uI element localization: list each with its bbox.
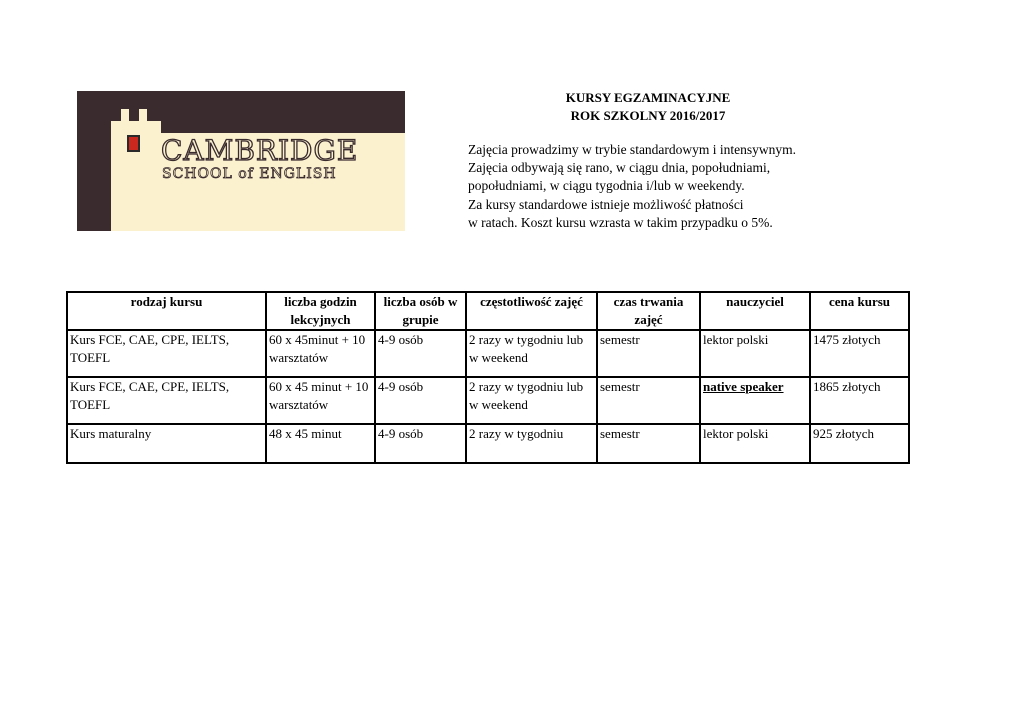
header-frequency: częstotliwość zajęć bbox=[466, 292, 597, 330]
logo-window bbox=[127, 135, 140, 152]
header-course-type: rodzaj kursu bbox=[67, 292, 266, 330]
cell-lesson-hours: 60 x 45 minut + 10 warsztatów bbox=[266, 377, 375, 424]
cell-frequency: 2 razy w tygodniu lub w weekend bbox=[466, 330, 597, 377]
cell-lesson-hours: 48 x 45 minut bbox=[266, 424, 375, 463]
intro-line: popołudniami, w ciągu tygodnia i/lub w weekendy. bbox=[468, 178, 745, 194]
intro-line: w ratach. Koszt kursu wzrasta w takim przypadku o 5%. bbox=[468, 214, 773, 230]
intro-line: Zajęcia odbywają się rano, w ciągu dnia, popołudniami, bbox=[468, 160, 771, 176]
cell-group-size: 4-9 osób bbox=[375, 424, 466, 463]
cell-frequency: 2 razy w tygodniu lub w weekend bbox=[466, 377, 597, 424]
table-row bbox=[67, 330, 909, 377]
cell-teacher bbox=[700, 377, 810, 424]
header-teacher: nauczyciel bbox=[700, 292, 810, 330]
course-table bbox=[66, 291, 910, 464]
cell-frequency: 2 razy w tygodniu bbox=[466, 424, 597, 463]
header-price: cena kursu bbox=[810, 292, 909, 330]
table-header-row bbox=[67, 292, 909, 330]
cell-duration: semestr bbox=[597, 377, 700, 424]
cell-teacher: lektor polski bbox=[700, 330, 810, 377]
cell-course-type: Kurs maturalny bbox=[67, 424, 266, 463]
cell-course-type: Kurs FCE, CAE, CPE, IELTS, TOEFL bbox=[67, 377, 266, 424]
logo-brand-line1: CAMBRIDGE bbox=[161, 134, 359, 167]
intro-line: Zajęcia prowadzimy w trybie standardowym i intensywnym. bbox=[468, 142, 797, 157]
intro-line: Za kursy standardowe istnieje możliwość płatności bbox=[468, 196, 744, 212]
cell-price: 1475 złotych bbox=[810, 330, 909, 377]
logo-brand-line2: SCHOOL of ENGLISH bbox=[162, 166, 337, 182]
header-group-size: liczba osób w grupie bbox=[375, 292, 466, 330]
cell-lesson-hours: 60 x 45minut + 10 warsztatów bbox=[266, 330, 375, 377]
header-duration: czas trwania zajęć bbox=[597, 292, 700, 330]
cell-group-size: 4-9 osób bbox=[375, 330, 466, 377]
cell-teacher: lektor polski bbox=[700, 424, 810, 463]
cell-group-size: 4-9 osób bbox=[375, 377, 466, 424]
cell-price: 1865 złotych bbox=[810, 377, 909, 424]
cell-course-type: Kurs FCE, CAE, CPE, IELTS, TOEFL bbox=[67, 330, 266, 377]
page-title: KURSY EGZAMINACYJNE bbox=[565, 90, 731, 105]
cell-price: 925 złotych bbox=[810, 424, 909, 463]
native-speaker-label: native speaker bbox=[703, 379, 784, 394]
table-row bbox=[67, 424, 909, 463]
header-lesson-hours: liczba godzin lekcyjnych bbox=[266, 292, 375, 330]
page-subtitle: ROK SZKOLNY 2016/2017 bbox=[570, 108, 726, 123]
cell-duration: semestr bbox=[597, 424, 700, 463]
intro-text bbox=[468, 141, 796, 232]
table-row bbox=[67, 377, 909, 424]
cell-duration: semestr bbox=[597, 330, 700, 377]
